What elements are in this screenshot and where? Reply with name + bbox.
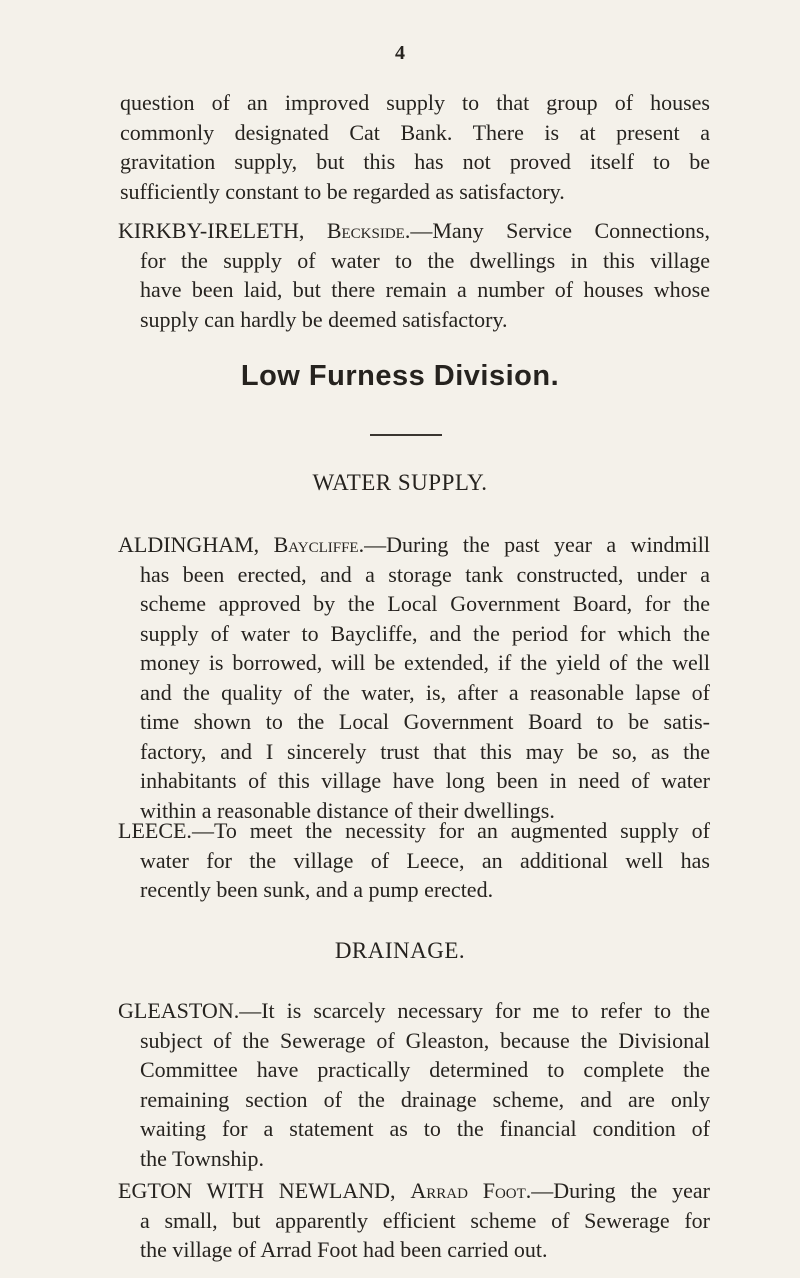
text-line: gravitation supply, but this has not proved itself to be — [120, 149, 710, 174]
text-line — [118, 530, 710, 560]
paragraph-kirkby-ireleth — [118, 216, 710, 334]
division-heading: Low Furness Division. — [240, 360, 560, 392]
text-line: supply can hardly be deemed satisfactory. — [140, 306, 508, 332]
place-name: ALDINGHAM, — [118, 532, 260, 557]
text-line: and the quality of the water, is, after a reasonable lapse of — [140, 679, 710, 705]
drainage-heading: DRAINAGE. — [334, 938, 466, 963]
text-line: the village of Arrad Foot had been carried out. — [140, 1237, 548, 1262]
place-name: GLEASTON. — [118, 998, 240, 1023]
text-line: has been erected, and a storage tank constructed, under a — [140, 561, 710, 587]
paragraph-aldingham — [118, 530, 710, 825]
sub-place-name: Baycliffe — [273, 532, 359, 557]
text-line: a small, but apparently efficient scheme of Sewerage for — [140, 1207, 710, 1233]
text-line: remaining section of the drainage scheme, and are only — [140, 1086, 710, 1112]
text-line: money is borrowed, will be extended, if the yield of the well — [140, 650, 710, 675]
page-number: 4 — [395, 42, 405, 64]
text-line: question of an improved supply to that group of houses — [120, 90, 710, 115]
text-line: within a reasonable distance of their dwellings. — [140, 797, 555, 823]
paragraph-leece — [118, 816, 710, 905]
text-line — [118, 216, 710, 246]
paragraph-cat-bank — [120, 88, 710, 206]
text-line: commonly designated Cat Bank. There is at present a — [120, 119, 710, 145]
text-line — [118, 1176, 710, 1206]
text-line: for the supply of water to the dwellings in this village — [140, 247, 710, 273]
paragraph-egton — [118, 1176, 710, 1265]
place-name: LEECE. — [118, 818, 192, 843]
text-line: recently been sunk, and a pump erected. — [140, 877, 494, 902]
text-line: water for the village of Leece, an additional well has — [140, 847, 710, 873]
line-text: .—Many Service Connections, — [404, 218, 710, 243]
text-line: waiting for a statement as to the financial condition of — [140, 1116, 710, 1141]
line-text: .—During the past year a windmill — [358, 532, 711, 557]
paragraph-gleaston — [118, 996, 710, 1173]
text-line: time shown to the Local Government Board to be satis- — [140, 709, 710, 734]
place-name: EGTON WITH NEWLAND, — [118, 1178, 396, 1203]
line-text: —To meet the necessity for an augmented supply of — [191, 818, 710, 843]
text-line: Committee have practically determined to complete the — [140, 1057, 710, 1082]
text-line: factory, and I sincerely trust that this may be so, as the — [140, 738, 710, 764]
text-line: scheme approved by the Local Government Board, for the — [140, 591, 710, 616]
text-line — [118, 816, 710, 846]
text-line: inhabitants of this village have long been in need of water — [140, 768, 710, 793]
text-line: supply of water to Baycliffe, and the period for which the — [140, 620, 710, 646]
text-line — [118, 996, 710, 1026]
text-line: sufficiently constant to be regarded as satisfactory. — [120, 178, 565, 204]
text-line: have been laid, but there remain a number of houses whose — [140, 277, 710, 302]
sub-place-name: Beckside — [326, 218, 405, 243]
water-supply-heading: WATER SUPPLY. — [312, 470, 488, 495]
text-line: the Township. — [140, 1145, 264, 1171]
place-name: KIRKBY-IRELETH, — [118, 218, 305, 243]
line-text: .—During the year — [525, 1178, 711, 1203]
text-line: subject of the Sewerage of Gleaston, because the Divisional — [140, 1027, 710, 1053]
divider-rule — [370, 434, 442, 436]
sub-place-name: Arrad Foot — [410, 1178, 526, 1203]
line-text: —It is scarcely necessary for me to refer to the — [239, 998, 710, 1023]
